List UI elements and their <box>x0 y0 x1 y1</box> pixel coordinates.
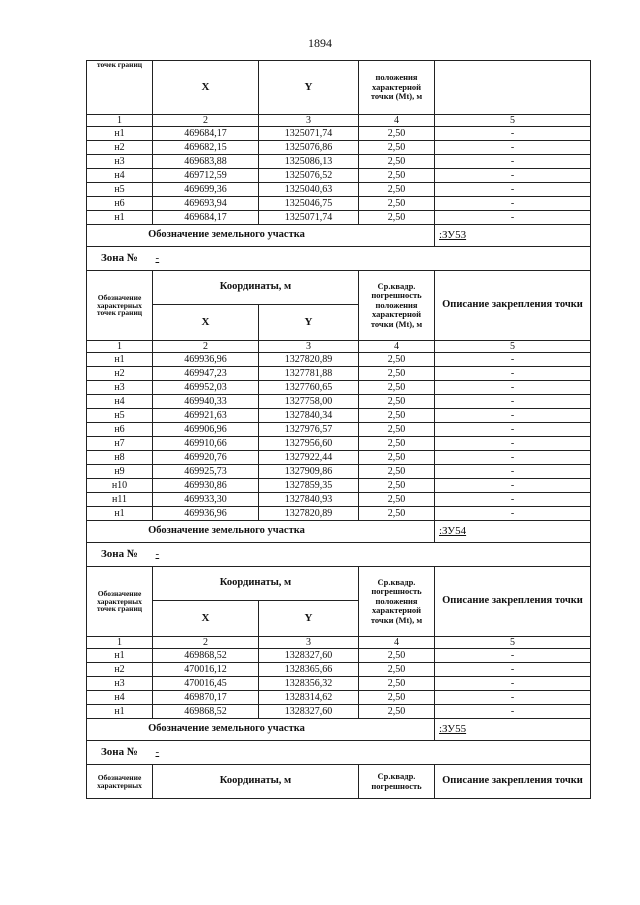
accuracy-cell: 2,50 <box>359 649 435 663</box>
parcel-title-row <box>87 719 591 741</box>
table-row <box>87 155 591 169</box>
accuracy-cell: 2,50 <box>359 493 435 507</box>
table-row <box>87 381 591 395</box>
y-cell: 1328327,60 <box>259 705 359 719</box>
description-cell: - <box>435 169 591 183</box>
table-row <box>87 493 591 507</box>
description-cell: - <box>435 183 591 197</box>
accuracy-cell: 2,50 <box>359 367 435 381</box>
x-cell: 469712,59 <box>153 169 259 183</box>
y-cell: 1327760,65 <box>259 381 359 395</box>
point-cell: н1 <box>87 507 153 521</box>
header-y: Y <box>259 61 359 115</box>
parcel-title-row <box>87 225 591 247</box>
coordinates-document <box>86 60 590 799</box>
header-row-top <box>87 271 591 305</box>
table-row <box>87 423 591 437</box>
x-cell: 469952,03 <box>153 381 259 395</box>
zone-value: - <box>153 543 591 567</box>
parcel-code: :ЗУ55 <box>435 719 591 741</box>
parcel-label: Обозначение земельного участка <box>87 225 435 247</box>
table-row <box>87 169 591 183</box>
zone-label: Зона № <box>87 543 153 567</box>
accuracy-cell: 2,50 <box>359 127 435 141</box>
accuracy-cell: 2,50 <box>359 141 435 155</box>
accuracy-cell: 2,50 <box>359 155 435 169</box>
col-number: 5 <box>435 115 591 127</box>
x-cell: 469682,15 <box>153 141 259 155</box>
header-coordinates: Координаты, м <box>153 271 359 305</box>
y-cell: 1327781,88 <box>259 367 359 381</box>
y-cell: 1327922,44 <box>259 451 359 465</box>
point-cell: н2 <box>87 141 153 155</box>
description-cell: - <box>435 197 591 211</box>
table-row <box>87 437 591 451</box>
table-row <box>87 141 591 155</box>
description-cell: - <box>435 211 591 225</box>
y-cell: 1327820,89 <box>259 507 359 521</box>
description-cell: - <box>435 507 591 521</box>
header-row-top <box>87 765 591 799</box>
description-cell: - <box>435 423 591 437</box>
x-cell: 469684,17 <box>153 211 259 225</box>
zone-row <box>87 543 591 567</box>
header-x: X <box>153 61 259 115</box>
column-numbers-row <box>87 341 591 353</box>
description-cell: - <box>435 127 591 141</box>
x-cell: 470016,12 <box>153 663 259 677</box>
point-cell: н1 <box>87 353 153 367</box>
point-cell: н6 <box>87 197 153 211</box>
description-cell: - <box>435 155 591 169</box>
column-numbers-row <box>87 115 591 127</box>
point-cell: н2 <box>87 367 153 381</box>
table-row <box>87 183 591 197</box>
description-cell: - <box>435 367 591 381</box>
x-cell: 469940,33 <box>153 395 259 409</box>
description-cell: - <box>435 691 591 705</box>
description-cell: - <box>435 141 591 155</box>
point-cell: н11 <box>87 493 153 507</box>
table-row <box>87 649 591 663</box>
point-cell: н1 <box>87 705 153 719</box>
description-cell: - <box>435 465 591 479</box>
point-cell: н4 <box>87 395 153 409</box>
y-cell: 1325086,13 <box>259 155 359 169</box>
x-cell: 469925,73 <box>153 465 259 479</box>
accuracy-cell: 2,50 <box>359 479 435 493</box>
col-number: 3 <box>259 637 359 649</box>
point-cell: н7 <box>87 437 153 451</box>
description-cell: - <box>435 437 591 451</box>
section2-rows <box>87 649 591 719</box>
table-row <box>87 663 591 677</box>
point-cell: н3 <box>87 381 153 395</box>
accuracy-cell: 2,50 <box>359 409 435 423</box>
col-number: 4 <box>359 341 435 353</box>
point-cell: н5 <box>87 183 153 197</box>
y-cell: 1325040,63 <box>259 183 359 197</box>
accuracy-cell: 2,50 <box>359 169 435 183</box>
accuracy-cell: 2,50 <box>359 381 435 395</box>
y-cell: 1327758,00 <box>259 395 359 409</box>
header-description: Описание закрепления точки <box>435 271 591 341</box>
point-cell: н4 <box>87 169 153 183</box>
accuracy-cell: 2,50 <box>359 705 435 719</box>
table-row <box>87 367 591 381</box>
zone-row <box>87 741 591 765</box>
description-cell: - <box>435 451 591 465</box>
x-cell: 469906,96 <box>153 423 259 437</box>
description-cell: - <box>435 705 591 719</box>
table-row <box>87 197 591 211</box>
table-row <box>87 465 591 479</box>
header-description-empty <box>435 61 591 115</box>
column-numbers-row <box>87 637 591 649</box>
x-cell: 469868,52 <box>153 649 259 663</box>
x-cell: 469683,88 <box>153 155 259 169</box>
x-cell: 469947,23 <box>153 367 259 381</box>
col-number: 4 <box>359 115 435 127</box>
header-accuracy: Ср.квадр. погрешность положения характерной точки (Mt), м <box>359 567 435 637</box>
accuracy-cell: 2,50 <box>359 691 435 705</box>
x-cell: 470016,45 <box>153 677 259 691</box>
zone-value: - <box>153 247 591 271</box>
header-accuracy-tail: положения характерной точки (Mt), м <box>359 61 435 115</box>
zone-label: Зона № <box>87 741 153 765</box>
header-coordinates: Координаты, м <box>153 567 359 601</box>
x-cell: 469930,86 <box>153 479 259 493</box>
coordinates-table <box>86 60 591 799</box>
header-description: Описание закрепления точки <box>435 567 591 637</box>
x-cell: 469933,30 <box>153 493 259 507</box>
point-cell: н10 <box>87 479 153 493</box>
accuracy-cell: 2,50 <box>359 663 435 677</box>
description-cell: - <box>435 663 591 677</box>
table-row <box>87 127 591 141</box>
table-row <box>87 211 591 225</box>
point-cell: н8 <box>87 451 153 465</box>
header-coordinates: Координаты, м <box>153 765 359 799</box>
parcel-title-row <box>87 521 591 543</box>
y-cell: 1328356,32 <box>259 677 359 691</box>
table-row <box>87 479 591 493</box>
parcel-code: :ЗУ53 <box>435 225 591 247</box>
header-designation-tail: точек границ <box>87 61 153 115</box>
accuracy-cell: 2,50 <box>359 211 435 225</box>
description-cell: - <box>435 493 591 507</box>
x-cell: 469936,96 <box>153 507 259 521</box>
accuracy-cell: 2,50 <box>359 353 435 367</box>
col-number: 4 <box>359 637 435 649</box>
header-row-top <box>87 567 591 601</box>
col-number: 2 <box>153 637 259 649</box>
zone-row <box>87 247 591 271</box>
y-cell: 1328365,66 <box>259 663 359 677</box>
accuracy-cell: 2,50 <box>359 465 435 479</box>
header-accuracy: Ср.квадр. погрешность положения характерной точки (Mt), м <box>359 271 435 341</box>
col-number: 5 <box>435 341 591 353</box>
table-row <box>87 507 591 521</box>
header-y: Y <box>259 305 359 341</box>
col-number: 5 <box>435 637 591 649</box>
y-cell: 1325076,86 <box>259 141 359 155</box>
point-cell: н3 <box>87 155 153 169</box>
point-cell: н1 <box>87 127 153 141</box>
table-row <box>87 705 591 719</box>
y-cell: 1327909,86 <box>259 465 359 479</box>
accuracy-cell: 2,50 <box>359 677 435 691</box>
header-description: Описание закрепления точки <box>435 765 591 799</box>
col-number: 1 <box>87 115 153 127</box>
col-number: 2 <box>153 341 259 353</box>
x-cell: 469910,66 <box>153 437 259 451</box>
table-row <box>87 677 591 691</box>
y-cell: 1327820,89 <box>259 353 359 367</box>
point-cell: н1 <box>87 211 153 225</box>
description-cell: - <box>435 479 591 493</box>
accuracy-cell: 2,50 <box>359 451 435 465</box>
y-cell: 1327976,57 <box>259 423 359 437</box>
table-row <box>87 395 591 409</box>
description-cell: - <box>435 353 591 367</box>
accuracy-cell: 2,50 <box>359 197 435 211</box>
table-row <box>87 451 591 465</box>
accuracy-cell: 2,50 <box>359 423 435 437</box>
y-cell: 1327956,60 <box>259 437 359 451</box>
y-cell: 1325076,52 <box>259 169 359 183</box>
header-row-cont <box>87 61 591 115</box>
table-row <box>87 409 591 423</box>
parcel-label: Обозначение земельного участка <box>87 719 435 741</box>
col-number: 1 <box>87 637 153 649</box>
zone-value: - <box>153 741 591 765</box>
y-cell: 1325071,74 <box>259 211 359 225</box>
zone-label: Зона № <box>87 247 153 271</box>
x-cell: 469699,36 <box>153 183 259 197</box>
page-number: 1894 <box>308 36 332 50</box>
description-cell: - <box>435 677 591 691</box>
header-designation-top: Обозначение характерных <box>87 765 153 799</box>
table-row <box>87 353 591 367</box>
header-accuracy-top: Ср.квадр. погрешность <box>359 765 435 799</box>
x-cell: 469693,94 <box>153 197 259 211</box>
point-cell: н3 <box>87 677 153 691</box>
y-cell: 1327840,93 <box>259 493 359 507</box>
point-cell: н6 <box>87 423 153 437</box>
accuracy-cell: 2,50 <box>359 395 435 409</box>
y-cell: 1325046,75 <box>259 197 359 211</box>
accuracy-cell: 2,50 <box>359 437 435 451</box>
point-cell: н1 <box>87 649 153 663</box>
x-cell: 469684,17 <box>153 127 259 141</box>
point-cell: н9 <box>87 465 153 479</box>
point-cell: н4 <box>87 691 153 705</box>
x-cell: 469870,17 <box>153 691 259 705</box>
description-cell: - <box>435 649 591 663</box>
parcel-code: :ЗУ54 <box>435 521 591 543</box>
y-cell: 1327840,34 <box>259 409 359 423</box>
col-number: 3 <box>259 341 359 353</box>
x-cell: 469868,52 <box>153 705 259 719</box>
col-number: 1 <box>87 341 153 353</box>
header-y: Y <box>259 601 359 637</box>
y-cell: 1325071,74 <box>259 127 359 141</box>
section0-rows <box>87 127 591 225</box>
table-row <box>87 691 591 705</box>
accuracy-cell: 2,50 <box>359 183 435 197</box>
y-cell: 1328314,62 <box>259 691 359 705</box>
header-x: X <box>153 305 259 341</box>
x-cell: 469920,76 <box>153 451 259 465</box>
point-cell: н2 <box>87 663 153 677</box>
col-number: 3 <box>259 115 359 127</box>
description-cell: - <box>435 395 591 409</box>
col-number: 2 <box>153 115 259 127</box>
x-cell: 469921,63 <box>153 409 259 423</box>
y-cell: 1327859,35 <box>259 479 359 493</box>
description-cell: - <box>435 409 591 423</box>
section1-rows <box>87 353 591 521</box>
parcel-label: Обозначение земельного участка <box>87 521 435 543</box>
header-designation: Обозначение характерных точек границ <box>87 271 153 341</box>
accuracy-cell: 2,50 <box>359 507 435 521</box>
header-designation: Обозначение характерных точек границ <box>87 567 153 637</box>
y-cell: 1328327,60 <box>259 649 359 663</box>
point-cell: н5 <box>87 409 153 423</box>
x-cell: 469936,96 <box>153 353 259 367</box>
description-cell: - <box>435 381 591 395</box>
header-x: X <box>153 601 259 637</box>
